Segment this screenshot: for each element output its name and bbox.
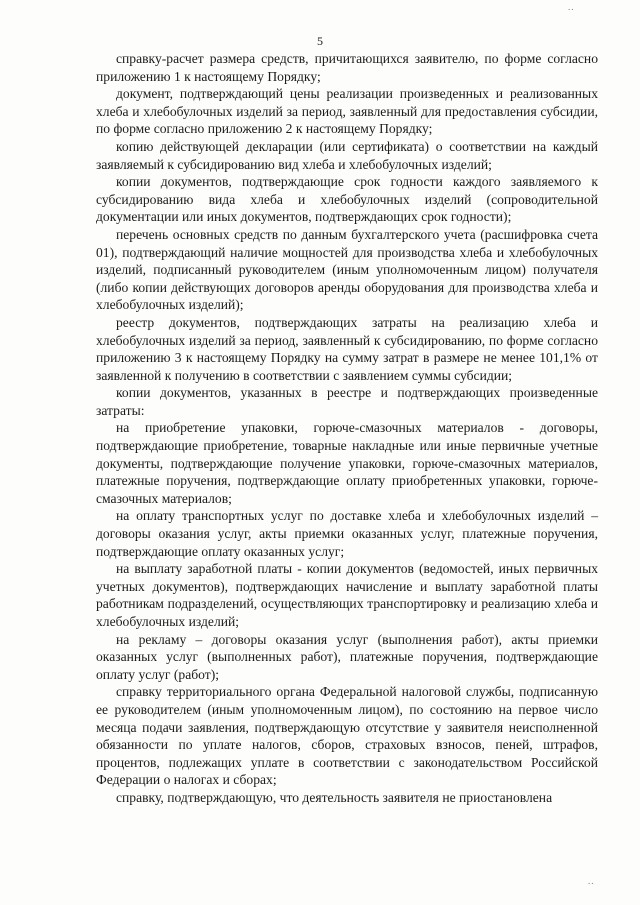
- paragraph: на выплату заработной платы - копии документов (ведомостей, иных первичных учетных документов), подтверждающих начисление и выплату заработной платы работникам подразделений, осуществляющих транспортировку и реализацию хлеба и хлебобулочных изделий;: [96, 561, 598, 629]
- paragraph: перечень основных средств по данным бухгалтерского учета (расшифровка счета 01), подтверждающий наличие мощностей для производства хлеба и хлебобулочных изделий, подписанный руководителем (иным уполномоченным лицом) получателя (либо копии действующих договоров аренды оборудования для производства хлеба и хлебобулочных изделий);: [96, 226, 598, 313]
- paragraph: на рекламу – договоры оказания услуг (выполнения работ), акты приемки оказанных услуг (выполненных работ), платежные поручения, подтверждающие оплату услуг (работ);: [96, 631, 598, 682]
- paragraph: на оплату транспортных услуг по доставке хлеба и хлебобулочных изделий – договоры оказания услуг, акты приемки оказанных услуг, платежные поручения, подтверждающие оплату оказанных услуг;: [96, 508, 598, 559]
- paragraph: документ, подтверждающий цены реализации произведенных и реализованных хлеба и хлебобулочных изделий за период, заявленный для предоставления субсидии, по форме согласно приложению 2 к настоящему Порядку;: [96, 86, 598, 137]
- paragraph: копии документов, подтверждающие срок годности каждого заявляемого к субсидированию вида хлеба и хлебобулочных изделий (сопроводительной документации или иных документов, подтверждающих срок годности);: [96, 174, 598, 225]
- page-number: 5: [317, 34, 323, 48]
- scan-mark-bottom: ..: [588, 876, 595, 886]
- paragraph: справку территориального органа Федеральной налоговой службы, подписанную ее руководителем (иным уполномоченным лицом), по состоянию на первое число месяца подачи заявления, подтверждающую отсутствие у заявителя неисполненной обязанности по уплате налогов, сборов, страховых взносов, пеней, штрафов, процентов, подлежащих уплате в соответствии с законодательством Российской Федерации о налогах и сборах;: [96, 684, 598, 788]
- paragraph: копию действующей декларации (или сертификата) о соответствии на каждый заявляемый к субсидированию вид хлеба и хлебобулочных изделий;: [96, 138, 598, 172]
- paragraph: копии документов, указанных в реестре и подтверждающих произведенные затраты:: [96, 385, 598, 418]
- document-body: [96, 50, 598, 807]
- paragraph: справку-расчет размера средств, причитающихся заявителю, по форме согласно приложению 1 к настоящему Порядку;: [96, 51, 598, 84]
- paragraph: справку, подтверждающую, что деятельность заявителя не приостановлена: [116, 789, 553, 805]
- scan-mark-top: ..: [568, 2, 575, 12]
- paragraph: на приобретение упаковки, горюче-смазочных материалов - договоры, подтверждающие приобретение, товарные накладные или иные первичные учетные документы, подтверждающие получение упаковки, горюче-смазочных материалов, платежные поручения, подтверждающие оплату приобретенных упаковки, горюче-смазочных материалов;: [96, 420, 598, 506]
- paragraph: реестр документов, подтверждающих затраты на реализацию хлеба и хлебобулочных изделий за период, заявленный к субсидированию, по форме согласно приложению 3 к настоящему Порядку на сумму затрат в размере не менее 101,1% от заявленной к получению в соответствии с заявлением суммы субсидии;: [96, 314, 598, 383]
